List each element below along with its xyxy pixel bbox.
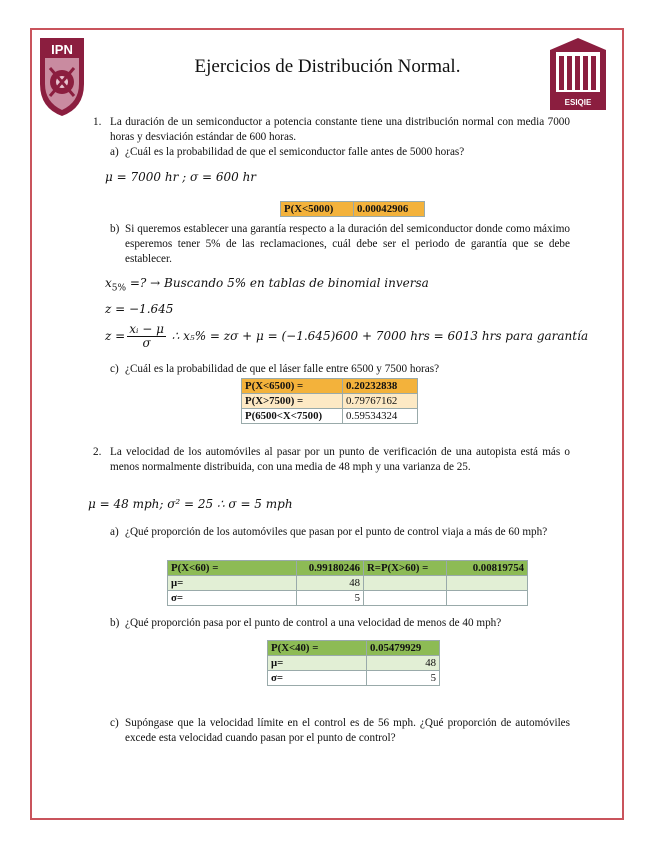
table-cell-value: 0.59534324 [343,409,418,424]
table-row [242,409,418,424]
table-cell-value: 48 [297,576,364,591]
table-row [268,641,440,656]
table-row [168,561,528,576]
problem-1-text: La duración de un semiconductor a potencia constante tiene una distribución normal con media 7000 horas y desviación estándar de 600 horas. [110,116,570,143]
table-cell-label: P(X<60) = [168,561,297,576]
p2-a-text: ¿Qué proporción de los automóviles que pasan por el punto de control viaja a más de 60 mph? [125,526,548,538]
p1-z-eq: z = −1.645 [105,302,174,316]
table-row [242,379,418,394]
p1-a-result-label: P(X<5000) [281,202,354,217]
table-cell-label: P(6500<X<7500) [242,409,343,424]
table-cell-value: 0.20232838 [343,379,418,394]
p2-a-label: a) [110,526,119,538]
table-cell-empty [364,576,447,591]
table-cell-value: 0.79767162 [343,394,418,409]
svg-text:IPN: IPN [51,42,73,57]
p1-a-label: a) [110,146,119,158]
table-row [268,671,440,686]
p1-a-result-table [280,201,425,217]
table-row [268,656,440,671]
p1-b-text: Si queremos establecer una garantía respecto a la duración del semiconductor donde como máximo esperemos tener 5% de las reclamaciones, cuál debe ser el periodo de garantía que se debe establecer. [125,223,570,265]
p1-c-table [241,378,418,424]
table-cell-value: 0.00819754 [447,561,528,576]
p1-c-label: c) [110,363,119,375]
table-row [168,591,528,606]
problem-2-number: 2. [93,446,102,458]
p1-a-text: ¿Cuál es la probabilidad de que el semiconductor falle antes de 5000 horas? [125,146,465,158]
p2-a-table [167,560,528,606]
p2-b-label: b) [110,617,120,629]
svg-text:ESIQIE: ESIQIE [564,98,592,107]
table-cell-label: σ= [168,591,297,606]
table-cell-empty [447,576,528,591]
p2-b-table [267,640,440,686]
p2-c-text: Supóngase que la velocidad límite en el control es de 56 mph. ¿Qué proporción de automóviles excede esta velocidad cuando pasan por el punto de control? [125,717,570,744]
table-cell-value: 48 [367,656,440,671]
p2-c-label: c) [110,717,119,729]
p2-b-text: ¿Qué proporción pasa por el punto de control a una velocidad de menos de 40 mph? [125,617,502,629]
table-cell-label: σ= [268,671,367,686]
table-cell-label: P(X<40) = [268,641,367,656]
table-cell-value: 0.99180246 [297,561,364,576]
table-cell-label: P(X<6500) = [242,379,343,394]
p1-x5-eq: $x_{5\%}$ =? → Buscando 5% en tablas de binomial inversa [105,276,429,294]
table-cell-empty [447,591,528,606]
page-title: Ejercicios de Distribución Normal. [194,56,461,77]
table-cell-value: 0.05479929 [367,641,440,656]
p1-mu-sigma-eq: μ = 7000 hr ; σ = 600 hr [105,170,257,184]
table-cell-label: R=P(X>60) = [364,561,447,576]
p2-mu-sigma-eq: μ = 48 mph; σ² = 25 ∴ σ = 5 mph [88,497,293,511]
table-cell-empty [364,591,447,606]
table-cell-value: 5 [297,591,364,606]
table-cell-value: 5 [367,671,440,686]
table-cell-label: P(X>7500) = [242,394,343,409]
p1-a-result-value: 0.00042906 [354,202,425,217]
table-row [168,576,528,591]
table-cell-label: μ= [268,656,367,671]
p1-c-text: ¿Cuál es la probabilidad de que el láser falle entre 6500 y 7500 horas? [125,363,440,375]
table-row [242,394,418,409]
p1-z2-eq: z = $\frac{\text{xᵢ − μ}}{\sigma}$ ∴ x₅% = zσ + μ = (−1.645)600 + 7000 hrs = 6013 hrs para garantía [105,322,589,350]
table-cell-label: μ= [168,576,297,591]
problem-1-number: 1. [93,116,102,128]
p1-b-label: b) [110,223,120,235]
problem-2-text: La velocidad de los automóviles al pasar por un punto de verificación de una autopista está más o menos normalmente distribuida, con una media de 48 mph y una varianza de 25. [110,446,570,473]
